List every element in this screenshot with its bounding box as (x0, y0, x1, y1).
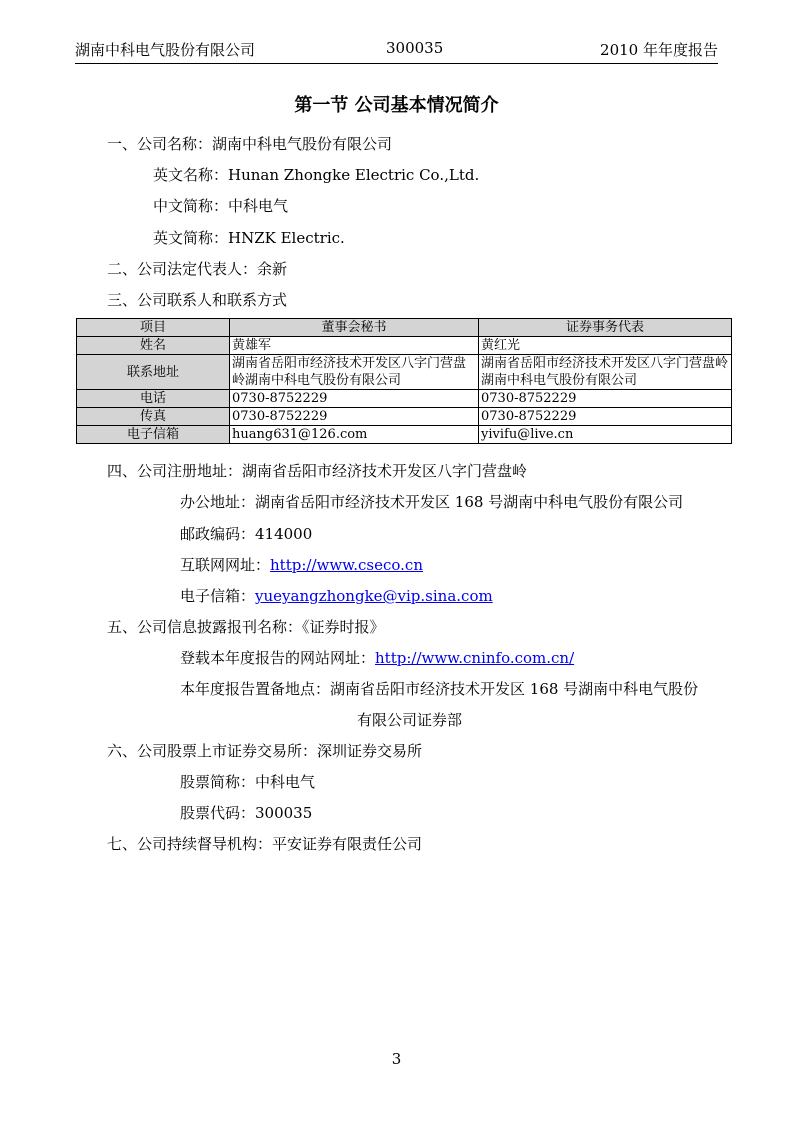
page-header (75, 37, 718, 64)
website-line (180, 554, 423, 575)
table-row (77, 408, 732, 426)
report-website-label: 登载本年度报告的网站网址： (180, 649, 376, 667)
disclosure-newspaper: 五、公司信息披露报刊名称：《证券时报》 (107, 618, 385, 636)
stock-exchange: 六、公司股票上市证券交易所：深圳证券交易所 (107, 742, 423, 760)
email-label: 电子信箱： (180, 587, 256, 605)
report-website-link[interactable]: http://www.cninfo.com.cn/ (375, 649, 575, 667)
report-website-line (180, 647, 574, 668)
chinese-abbreviation: 中文简称：中科电气 (153, 197, 289, 215)
contact-heading: 三、公司联系人和联系方式 (107, 291, 288, 309)
column-header: 项目 (77, 319, 230, 337)
postcode: 邮政编码：414000 (180, 525, 313, 543)
representative-cell: 0730-8752229 (479, 390, 732, 408)
secretary-cell: 0730-8752229 (230, 390, 479, 408)
website-label: 互联网网址： (180, 556, 271, 574)
secretary-cell: 0730-8752229 (230, 408, 479, 426)
page-number: 3 (391, 1050, 402, 1068)
registered-address: 四、公司注册地址：湖南省岳阳市经济技术开发区八字门营盘岭 (107, 462, 528, 480)
secretary-cell: huang631@126.com (230, 426, 479, 444)
section-title: 第一节 公司基本情况简介 (294, 95, 499, 116)
representative-cell: 0730-8752229 (479, 408, 732, 426)
row-label: 联系地址 (77, 355, 230, 390)
english-abbreviation: 英文简称：HNZK Electric. (153, 229, 345, 247)
english-name: 英文名称：Hunan Zhongke Electric Co.,Ltd. (153, 166, 480, 184)
row-label: 传真 (77, 408, 230, 426)
website-link[interactable]: http://www.cseco.cn (270, 556, 423, 574)
office-address: 办公地址：湖南省岳阳市经济技术开发区 168 号湖南中科电气股份有限公司 (180, 493, 684, 511)
table-header-row (77, 319, 732, 337)
row-label: 电话 (77, 390, 230, 408)
representative-cell: 黄红光 (479, 337, 732, 355)
representative-cell: 湖南省岳阳市经济技术开发区八字门营盘岭湖南中科电气股份有限公司 (479, 355, 732, 390)
secretary-cell: 湖南省岳阳市经济技术开发区八字门营盘岭湖南中科电气股份有限公司 (230, 355, 479, 390)
report-place-line2: 有限公司证券部 (357, 711, 463, 729)
report-place-line1: 本年度报告置备地点：湖南省岳阳市经济技术开发区 168 号湖南中科电气股份 (180, 680, 699, 698)
email-link[interactable]: yueyangzhongke@vip.sina.com (255, 587, 493, 605)
table-row (77, 426, 732, 444)
email-line (180, 585, 493, 606)
company-name: 一、公司名称：湖南中科电气股份有限公司 (107, 135, 393, 153)
legal-representative: 二、公司法定代表人：余新 (107, 260, 288, 278)
header-company: 湖南中科电气股份有限公司 (75, 41, 256, 59)
secretary-cell: 黄雄军 (230, 337, 479, 355)
representative-cell: yivifu@live.cn (479, 426, 732, 444)
column-header: 证券事务代表 (479, 319, 732, 337)
row-label: 姓名 (77, 337, 230, 355)
stock-code: 股票代码：300035 (180, 804, 313, 822)
table-row (77, 355, 732, 390)
contact-table (76, 318, 732, 444)
table-row (77, 390, 732, 408)
column-header: 董事会秘书 (230, 319, 479, 337)
row-label: 电子信箱 (77, 426, 230, 444)
table-row (77, 337, 732, 355)
stock-abbreviation: 股票简称：中科电气 (180, 773, 316, 791)
sponsor-institution: 七、公司持续督导机构：平安证券有限责任公司 (107, 835, 423, 853)
header-report-title: 2010 年年度报告 (600, 41, 718, 59)
header-stock-code: 300035 (386, 39, 444, 57)
